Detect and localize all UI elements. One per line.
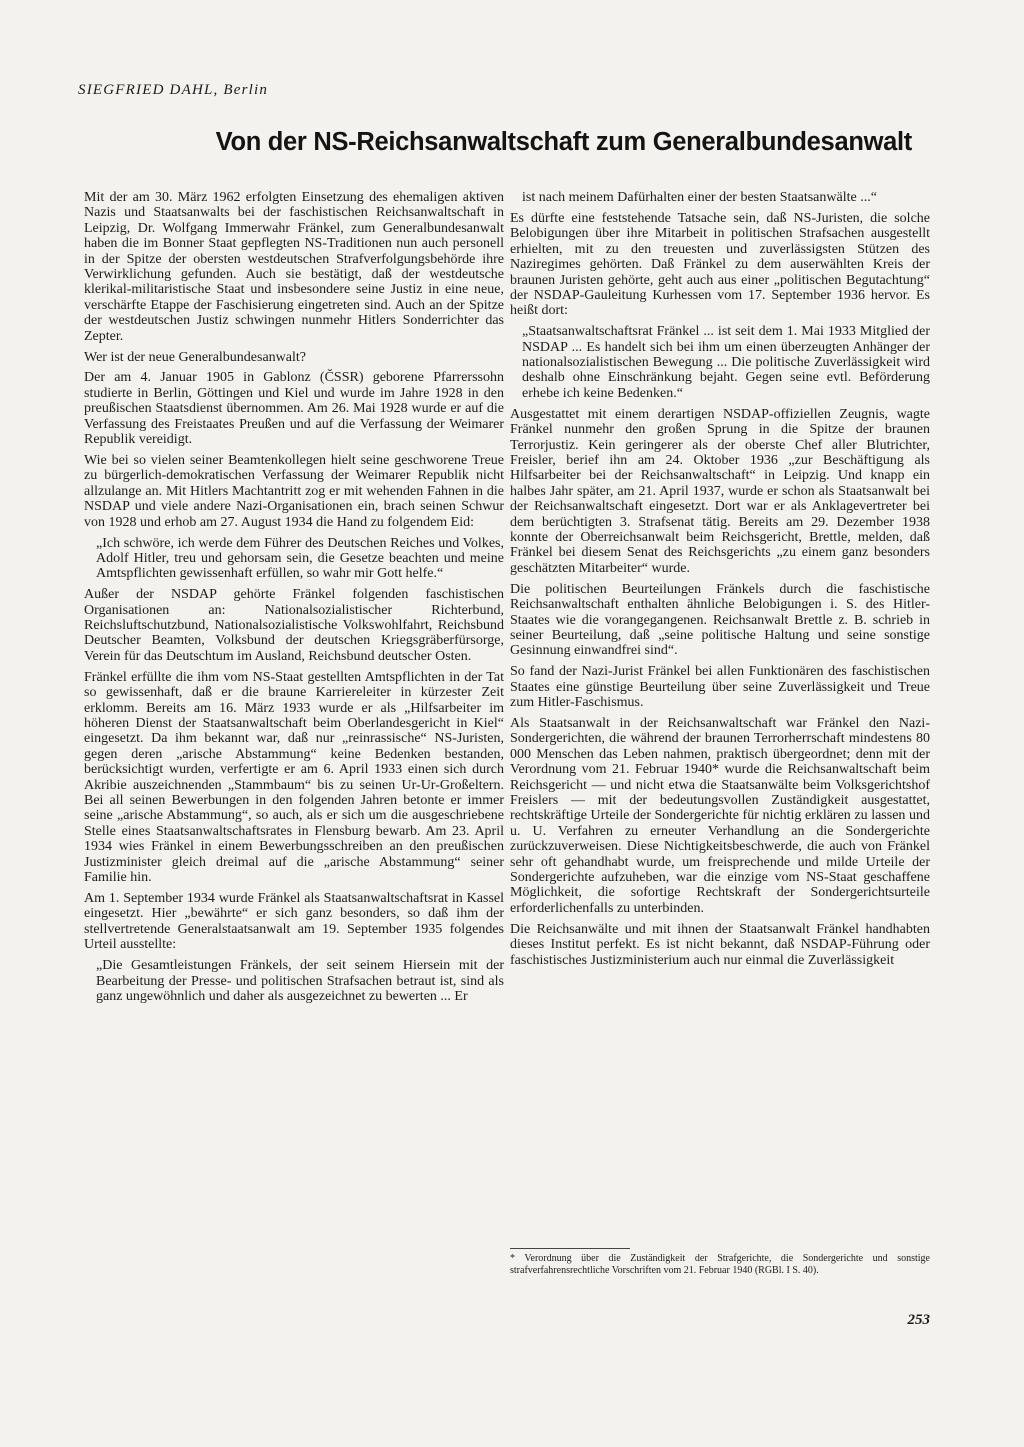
party-assessment-quote: „Staatsanwaltschaftsrat Fränkel ... ist seit dem 1. Mai 1933 Mitglied der NSDAP ... Es handelt sich bei ihm um einen überzeugten Anhänger der nationalsozialistischen Bewegung ... Die politische Zuverlässigkeit wird deshalb ohne Einschränkung bejaht. Gegen seine evtl. Beförderung erhebe ich keine Bedenken.“ [522,324,930,401]
paragraph: Es dürfte eine feststehende Tatsache sein, daß NS-Juristen, die solche Belobigungen über ihre Mitarbeit in politischen Strafsachen ausgestellt erhielten, mit zu den treuesten und zuverlässigsten Stützen des Naziregimes gehörten. Daß Fränkel zu dem auserwählten Kreis der braunen Juristen gehörte, geht auch aus einer „politischen Begutachtung“ der NSDAP-Gauleitung Kurhessen vom 17. September 1936 hervor. Es heißt dort: [510,210,930,319]
oath-quote: „Ich schwöre, ich werde dem Führer des Deutschen Reiches und Volkes, Adolf Hitler, treu und gehorsam sein, die Gesetze beachten und meine Amtspflichten gewissenhaft erfüllen, so wahr mir Gott helfe.“ [96,535,504,582]
paragraph: Außer der NSDAP gehörte Fränkel folgenden faschistischen Organisationen an: Nationalsozialistischer Richterbund, Reichsluftschutzbund, Nationalsozialistische Volkswohlfahrt, Reichsbund Deutscher Beamten, Volksbund der deutschen Kriegsgräberfürsorge, Verein für das Deutschtum im Ausland, Reichsbund deutscher Osten. [84,587,504,664]
footnote: * Verordnung über die Zuständigkeit der Strafgerichte, die Sondergerichte und sonstige strafverfahrensrechtliche Vorschriften vom 21. Februar 1940 (RGBl. I S. 40). [510,1253,930,1276]
paragraph: Ausgestattet mit einem derartigen NSDAP-offiziellen Zeugnis, wagte Fränkel nunmehr den großen Sprung in die Spitze der braunen Terrorjustiz. Kein geringerer als der oberste Chef aller Blutrichter, Freisler, berief ihn am 24. Oktober 1936 „zur Beschäftigung als Hilfsarbeiter bei der Reichsanwaltschaft“ in Leipzig. Und knapp ein halbes Jahr später, am 21. April 1937, wurde er schon als Staatsanwalt bei der Reichsanwaltschaft eingesetzt. Dort war er als Anklagevertreter bei dem berüchtigten 3. Strafsenat tätig. Bereits am 29. Dezember 1938 konnte der Oberreichsanwalt beim Reichsgericht, Brettle, melden, daß Fränkel bei diesem Senat des Reichsgerichts „zu einem ganz besonders geschätzten Mitarbeiter“ wurde. [510,406,930,576]
page-number: 253 [907,1312,930,1328]
paragraph: Am 1. September 1934 wurde Fränkel als Staatsanwaltschaftsrat in Kassel eingesetzt. Hier „bewährte“ er sich ganz besonders, so daß ihm der stellvertretende Generalstaatsanwalt am 19. September 1935 folgendes Urteil ausstellte: [84,890,504,953]
paragraph: Der am 4. Januar 1905 in Gablonz (ČSSR) geborene Pfarrerssohn studierte in Berlin, Göttingen und Kiel und wurde im Jahre 1928 in den preußischen Staatsdienst übernommen. Am 26. Mai 1928 wurde er auf die Verfassung des Freistaates Preußen und auf die Verfassung der Weimarer Republik vereidigt. [84,370,504,448]
right-column [510,190,930,968]
footnote-divider [510,1248,630,1249]
paragraph: Fränkel erfüllte die ihm vom NS-Staat gestellten Amtspflichten in der Tat so gewissenhaft, daß er die braune Karriereleiter in kürzester Zeit erklomm. Bereits am 16. März 1933 wurde er als „Hilfsarbeiter im höheren Dienst der Staatsanwaltschaft beim Oberlandesgericht in Kiel“ eingesetzt. Da ihm bekannt war, daß nur „reinrassische“ NS-Juristen, gegen deren „arische Abstammung“ keine Bedenken bestanden, berücksichtigt wurden, verfertigte er am 6. April 1933 einen sich durch Akribie auszeichnenden „Stammbaum“ bis zu seinen Ur-Ur-Großeltern. Bei all seinen Bewerbungen in den folgenden Jahren betonte er immer seine „arische Abstammung“, so auch, als er sich um die ausgeschriebene Stelle eines Staatsanwaltschaftsrates in Flensburg bewarb. Am 23. April 1934 wies Fränkel in einem Bewerbungsschreiben an den preußischen Justizminister gleich dreimal auf die „arische Abstammung“ seiner Familie hin. [84,669,504,886]
author-byline: SIEGFRIED DAHL, Berlin [78,82,269,98]
quote-continuation: ist nach meinem Dafürhalten einer der besten Staatsanwälte ...“ [522,190,877,205]
left-column [84,190,504,1004]
article-title: Von der NS-Reichsanwaltschaft zum Generalbundesanwalt [215,128,912,156]
paragraph: Mit der am 30. März 1962 erfolgten Einsetzung des ehemaligen aktiven Nazis und Staatsanwalts bei der faschistischen Reichsanwaltschaft in Leipzig, Dr. Wolfgang Immerwahr Fränkel, zum Generalbundesanwalt haben die im Bonner Staat gepflegten NS-Traditionen nun auch personell in der Spitze der obersten westdeutschen Strafverfolgungsbehörde ihre Verwirklichung gefunden. Auch sie bestätigt, daß der westdeutsche klerikal-militaristische Staat und insbesondere seine Justiz in eine neue, verschärfte Etappe der Faschisierung eingetreten sind. Auch an der Spitze der westdeutschen Justiz schwingen nunmehr Hitlers Sonderrichter das Zepter. [84,190,504,344]
paragraph: Wie bei so vielen seiner Beamtenkollegen hielt seine geschworene Treue zu bürgerlich-demokratischen Verfassung der Weimarer Republik nicht allzulange an. Mit Hitlers Machtantritt zog er mit wehenden Fahnen in die NSDAP und viele andere Nazi-Organisationen ein, brach seinen Schwur von 1928 und erhob am 27. August 1934 die Hand zu folgendem Eid: [84,453,504,530]
paragraph: Die politischen Beurteilungen Fränkels durch die faschistische Reichsanwaltschaft enthalten ähnliche Belobigungen i. S. des Hitler-Staates wie die vorangegangenen. Reichsanwalt Brettle z. B. schrieb in seiner Beurteilung, daß „seine politische Haltung und seine sonstige Gesinnung einwandfrei sind“. [510,581,930,659]
paragraph: Die Reichsanwälte und mit ihnen der Staatsanwalt Fränkel handhabten dieses Institut perfekt. Es ist nicht bekannt, daß NSDAP-Führung oder faschistisches Justizministerium auch nur einmal die Zuverlässigkeit [510,921,930,968]
paragraph: So fand der Nazi-Jurist Fränkel bei allen Funktionären des faschistischen Staates eine günstige Beurteilung über seine Zuverlässigkeit und Treue zum Hitler-Faschismus. [510,664,930,711]
evaluation-quote: „Die Gesamtleistungen Fränkels, der seit seinem Hiersein mit der Bearbeitung der Presse- und politischen Strafsachen betraut ist, sind als ganz ungewöhnlich und daher als ausgezeichnet zu bewerten ... Er [96,958,504,1004]
paragraph: Als Staatsanwalt in der Reichsanwaltschaft war Fränkel den Nazi-Sondergerichten, die während der braunen Terrorherrschaft mindestens 80 000 Menschen das Leben nahmen, praktisch übergeordnet; denn mit der Verordnung vom 21. Februar 1940* wurde die Reichsanwaltschaft beim Reichsgericht — und nicht etwa die Staatsanwälte beim Volksgerichtshof Freislers — mit der bedeutungsvollen Zuständigkeit ausgestattet, rechtskräftige Urteile der Sondergerichte für nichtig erklären zu lassen und u. U. Verfahren zu erneuter Verhandlung an die Sondergerichte zurückzuverweisen. Diese Nichtigkeitsbeschwerde, die auch von Fränkel sehr oft gehandhabt wurde, um freisprechende und milde Urteile der Sondergerichte aufzuheben, war die einzige vom NS-Staat geschaffene Möglichkeit, die sofortige Rechtskraft der Sondergerichtsurteile erforderlichenfalls zu unterbinden. [510,716,930,916]
paragraph: Wer ist der neue Generalbundesanwalt? [84,349,306,365]
